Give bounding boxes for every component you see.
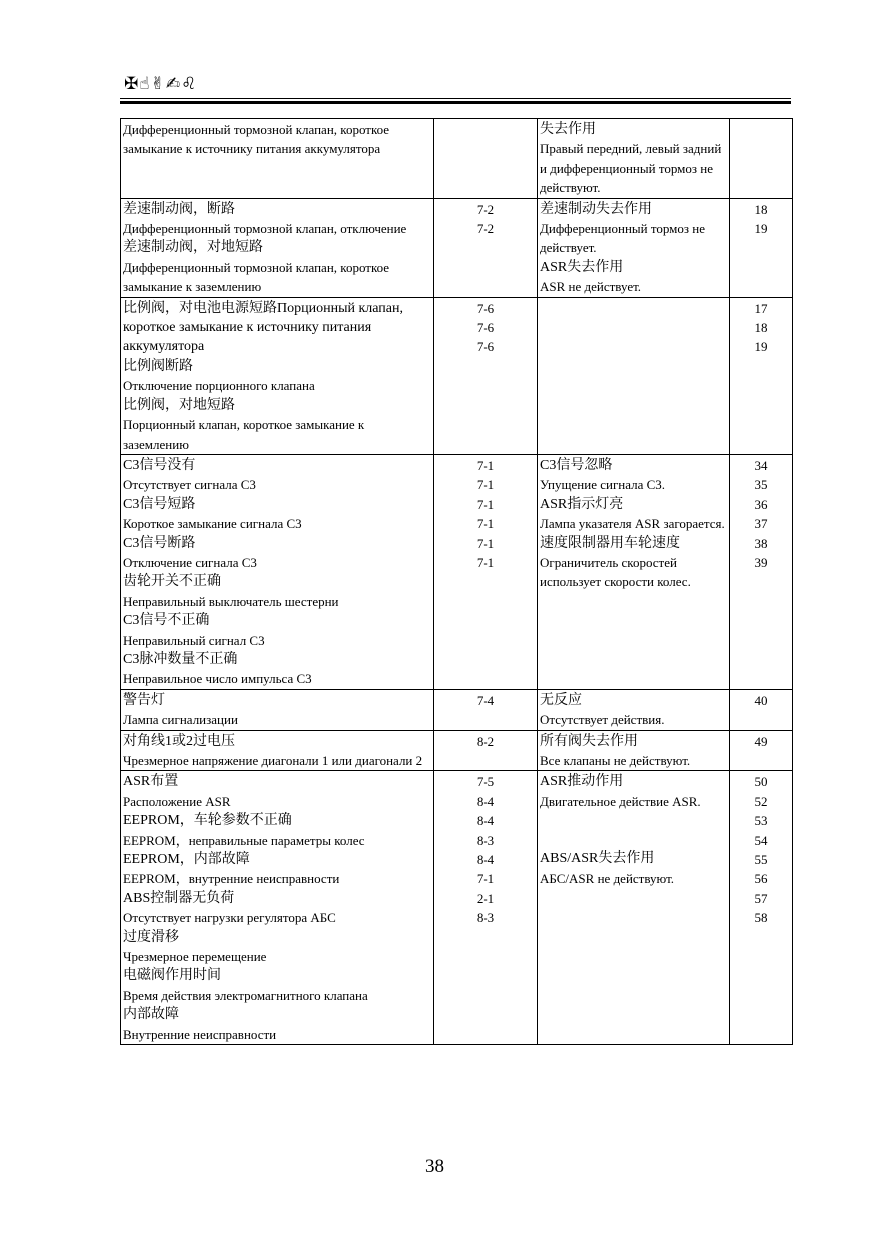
cell-effect — [538, 198, 730, 297]
fault-line: Дифференционный тормозной клапан, отключение — [123, 221, 407, 237]
cell-effect — [538, 689, 730, 730]
spacer — [540, 811, 727, 849]
codes-line: 7-1 — [476, 516, 495, 532]
fault-line: Дифференционный тормозной клапан, короткое замыкание к источнику питания аккумулятора — [123, 122, 390, 157]
cell-codes — [434, 454, 538, 689]
fault-table — [120, 118, 793, 1045]
effect-line: Правый передний, левый задний и дифференционный тормоз не действуют. — [540, 141, 722, 196]
fault-line: Отсутствует сигнала C3 — [123, 477, 256, 493]
codes-line: 2-1 — [476, 890, 495, 906]
cell-effect — [538, 771, 730, 1045]
cell-refs — [730, 771, 793, 1045]
refs-line: 39 — [754, 554, 768, 570]
fault-line: Чрезмерное перемещение — [123, 949, 267, 965]
refs-line: 56 — [754, 871, 768, 887]
codes-line: 8-4 — [476, 813, 495, 829]
codes-line: 7-1 — [476, 871, 495, 887]
fault-line: 比例阀，对电池电源短路Порционный клапан, короткое замыкание к источнику питания аккумулятора — [123, 300, 403, 355]
table-row — [121, 730, 793, 771]
codes-line: 7-2 — [476, 201, 495, 217]
cell-codes — [434, 771, 538, 1045]
cell-refs — [730, 198, 793, 297]
table-row — [121, 198, 793, 297]
table-row — [121, 689, 793, 730]
header-rule-thick — [120, 101, 791, 104]
fault-line: Чрезмерное напряжение диагонали 1 или диагонали 2 — [123, 753, 423, 768]
refs-line: 18 — [754, 320, 768, 336]
fault-line: 齿轮开关不正确 — [123, 574, 221, 590]
fault-line: Лампа сигнализации — [123, 712, 238, 728]
effect-line: АБС/ASR не действуют. — [540, 870, 675, 886]
codes-line: 7-6 — [476, 300, 495, 316]
fault-line: 比例阀断路 — [123, 358, 193, 374]
codes-line: 7-5 — [476, 774, 495, 790]
effect-line: Ограничитель скоростей использует скорости колес. — [540, 554, 691, 590]
fault-line: EEPROM，车轮参数不正确 — [123, 813, 292, 829]
fault-line: 差速制动阀，断路 — [123, 201, 235, 217]
refs-line: 37 — [754, 516, 768, 532]
page-number: 38 — [425, 1156, 444, 1177]
fault-line: EEPROM，неправильные параметры колес — [123, 832, 365, 848]
fault-line: EEPROM，внутренние неисправности — [123, 871, 340, 887]
cell-effect — [538, 297, 730, 454]
fault-line: Отсутствует нагрузки регулятора АБС — [123, 910, 336, 926]
codes-line: 7-1 — [476, 554, 495, 570]
fault-line: 过度滑移 — [123, 929, 179, 945]
effect-line: 差速制动失去作用 — [540, 201, 652, 217]
cell-codes — [434, 198, 538, 297]
cell-refs — [730, 689, 793, 730]
effect-line: ASR не действует. — [540, 279, 642, 295]
refs-line: 34 — [754, 457, 768, 473]
fault-line: 比例阀，对地短路 — [123, 397, 235, 413]
codes-line: 8-2 — [476, 733, 495, 749]
refs-line: 38 — [754, 535, 768, 551]
cell-effect — [538, 119, 730, 199]
refs-line: 35 — [754, 477, 768, 493]
fault-line: 对角线1或2过电压 — [123, 733, 235, 749]
cell-refs — [730, 454, 793, 689]
effect-line: Все клапаны не действуют. — [540, 753, 691, 768]
effect-line: ABS/ASR失去作用 — [540, 851, 655, 867]
effect-line: Двигательное действие ASR. — [540, 793, 701, 809]
cell-refs — [730, 119, 793, 199]
header-logo: ✠☝✌✍♌ — [124, 74, 198, 94]
cell-refs — [730, 297, 793, 454]
effect-line: 速度限制器用车轮速度 — [540, 535, 680, 551]
codes-line: 7-1 — [476, 457, 495, 473]
refs-line: 19 — [754, 221, 768, 237]
refs-line: 17 — [754, 300, 768, 316]
table-row — [121, 454, 793, 689]
effect-line: ASR推动作用 — [540, 774, 624, 790]
fault-line: Отключение порционного клапана — [123, 378, 315, 394]
fault-line: Дифференционный тормозной клапан, короткое замыкание к заземлению — [123, 259, 390, 295]
effect-line: 失去作用 — [540, 122, 596, 137]
fault-line: Отключение сигнала C3 — [123, 554, 257, 570]
cell-fault — [121, 119, 434, 199]
effect-line: Дифференционный тормоз не действует. — [540, 221, 706, 256]
effect-line: Упущение сигнала C3. — [540, 477, 666, 493]
codes-line: 8-4 — [476, 793, 495, 809]
cell-effect — [538, 454, 730, 689]
fault-line: 电磁阀作用时间 — [123, 968, 221, 984]
table-row — [121, 297, 793, 454]
refs-line: 58 — [754, 910, 768, 926]
codes-line: 7-6 — [476, 320, 495, 336]
effect-line: Лампа указателя ASR загорается. — [540, 516, 725, 532]
effect-line: Отсутствует действия. — [540, 712, 665, 728]
codes-line: 7-1 — [476, 477, 495, 493]
refs-line: 55 — [754, 852, 768, 868]
cell-fault — [121, 454, 434, 689]
fault-line: C3信号不正确 — [123, 613, 210, 629]
refs-line: 54 — [754, 832, 768, 848]
cell-codes — [434, 689, 538, 730]
table-row — [121, 119, 793, 199]
refs-line: 57 — [754, 890, 768, 906]
fault-line: 警告灯 — [123, 692, 165, 708]
refs-line: 19 — [754, 339, 768, 355]
fault-line: Внутренние неисправности — [123, 1026, 277, 1042]
cell-fault — [121, 297, 434, 454]
codes-line: 7-4 — [476, 692, 495, 708]
cell-refs — [730, 730, 793, 771]
refs-line: 50 — [754, 774, 768, 790]
fault-line: 差速制动阀，对地短路 — [123, 240, 263, 256]
fault-line: Время действия электромагнитного клапана — [123, 987, 368, 1003]
fault-line: 内部故障 — [123, 1007, 179, 1023]
fault-line: EEPROM，内部故障 — [123, 852, 250, 868]
codes-line: 8-4 — [476, 852, 495, 868]
cell-codes — [434, 297, 538, 454]
refs-line: 52 — [754, 793, 768, 809]
codes-line: 8-3 — [476, 910, 495, 926]
refs-line: 18 — [754, 201, 768, 217]
effect-line: ASR指示灯亮 — [540, 496, 624, 512]
cell-fault — [121, 730, 434, 771]
fault-line: C3信号断路 — [123, 535, 196, 551]
cell-fault — [121, 689, 434, 730]
codes-line: 7-2 — [476, 221, 495, 237]
refs-line: 49 — [754, 733, 768, 749]
fault-line: ASR布置 — [123, 774, 179, 790]
refs-line: 53 — [754, 813, 768, 829]
table-row — [121, 771, 793, 1045]
fault-line: C3信号短路 — [123, 496, 196, 512]
fault-line: Неправильный выключатель шестерни — [123, 593, 339, 609]
fault-line: Неправильное число импульса C3 — [123, 671, 312, 687]
fault-line: C3脉冲数量不正确 — [123, 651, 238, 667]
effect-line: ASR失去作用 — [540, 259, 624, 275]
cell-fault — [121, 771, 434, 1045]
codes-line: 7-6 — [476, 339, 495, 355]
fault-line: ABS控制器无负荷 — [123, 890, 235, 906]
fault-line: Порционный клапан, короткое замыкание к заземлению — [123, 417, 365, 452]
effect-line: 无反应 — [540, 692, 582, 708]
refs-line: 40 — [754, 692, 768, 708]
cell-codes — [434, 119, 538, 199]
fault-line: Короткое замыкание сигнала C3 — [123, 516, 302, 532]
codes-line: 7-1 — [476, 535, 495, 551]
codes-line: 7-1 — [476, 496, 495, 512]
fault-line: Расположение ASR — [123, 793, 231, 809]
effect-line: 所有阀失去作用 — [540, 733, 638, 749]
refs-line: 36 — [754, 496, 768, 512]
header-rule-thin — [120, 98, 791, 99]
fault-line: C3信号没有 — [123, 457, 196, 473]
cell-effect — [538, 730, 730, 771]
codes-line: 8-3 — [476, 832, 495, 848]
cell-codes — [434, 730, 538, 771]
fault-line: Неправильный сигнал C3 — [123, 632, 265, 648]
cell-fault — [121, 198, 434, 297]
effect-line: C3信号忽略 — [540, 457, 613, 473]
